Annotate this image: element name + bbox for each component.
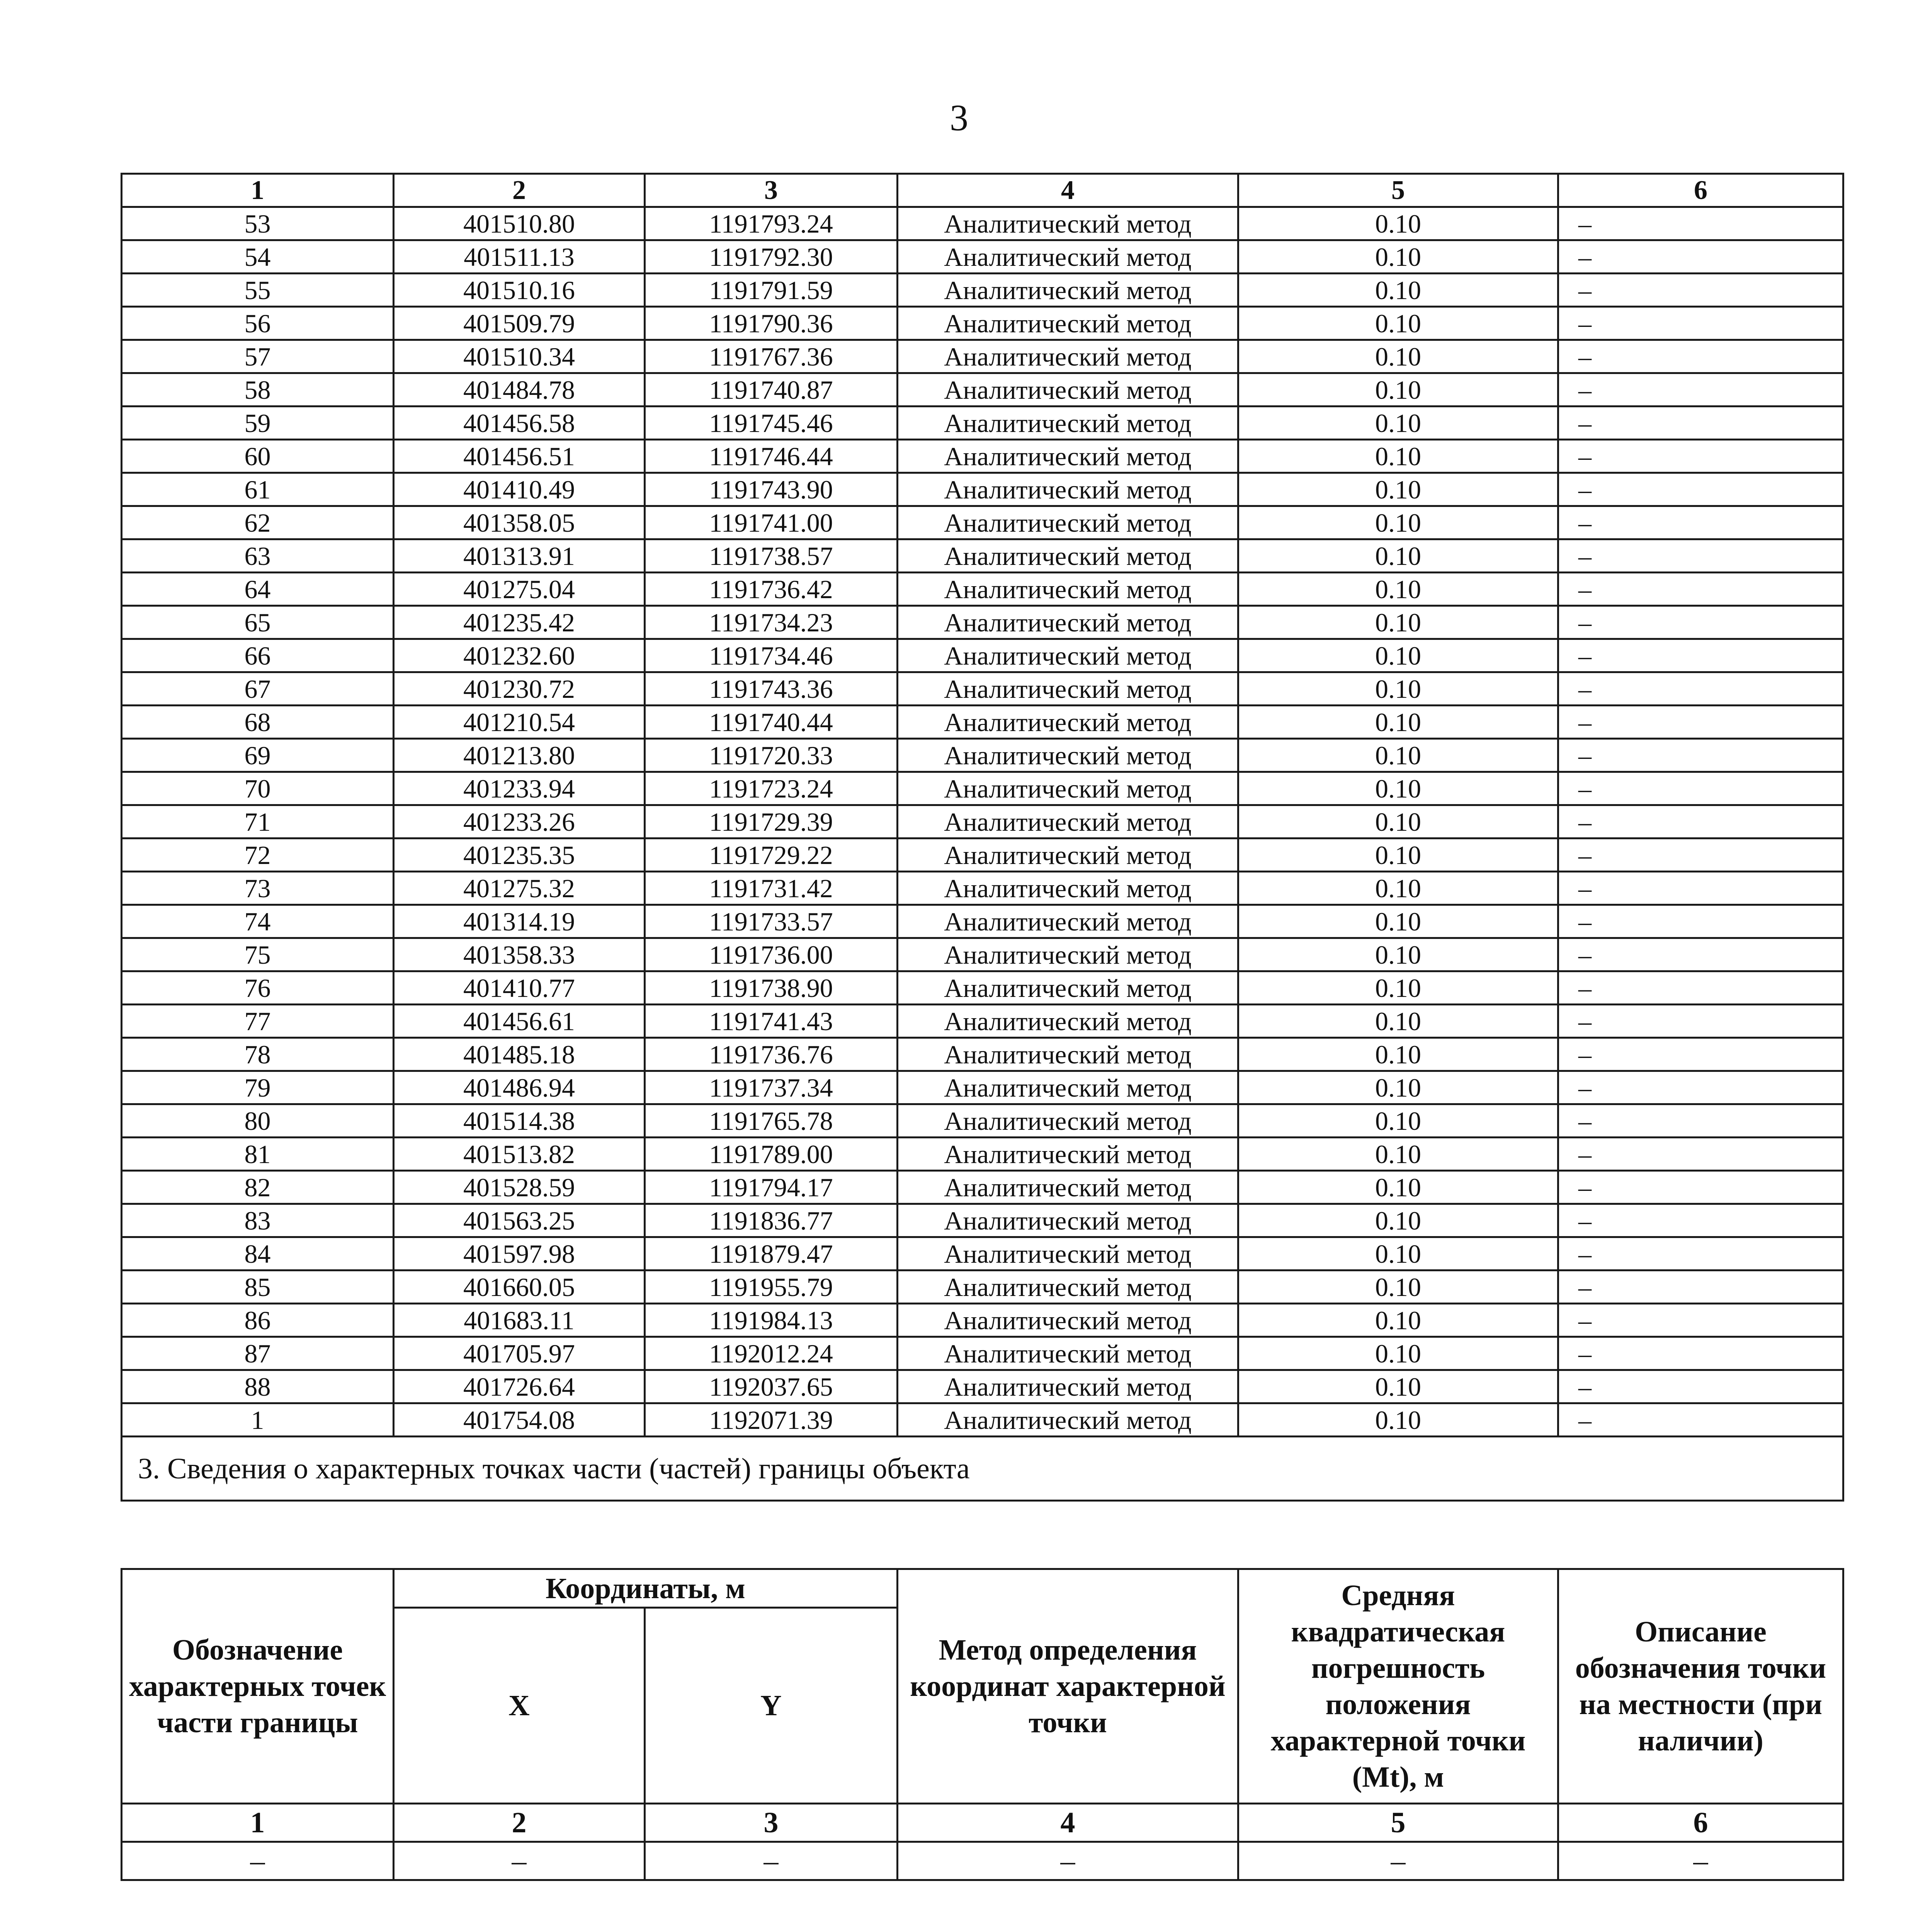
coord-y: 1191733.57 (645, 905, 898, 938)
method: Аналитический метод (898, 838, 1238, 872)
coord-x: 401210.54 (394, 706, 645, 739)
mean-error: 0.10 (1238, 506, 1558, 539)
point-number: 78 (122, 1038, 394, 1071)
mean-error: 0.10 (1238, 1038, 1558, 1071)
coord-y: 1191731.42 (645, 872, 898, 905)
header-description: Описание обозначения точки на местности (при наличии) (1558, 1569, 1843, 1804)
empty-cell: – (1558, 1842, 1843, 1880)
table-row (122, 373, 1843, 406)
column-number: 5 (1238, 1804, 1558, 1842)
table-row (122, 1270, 1843, 1304)
coord-y: 1191746.44 (645, 440, 898, 473)
method: Аналитический метод (898, 739, 1238, 772)
mean-error: 0.10 (1238, 1337, 1558, 1370)
point-number: 67 (122, 672, 394, 706)
method: Аналитический метод (898, 772, 1238, 805)
coord-x: 401456.58 (394, 406, 645, 440)
method: Аналитический метод (898, 274, 1238, 307)
mean-error: 0.10 (1238, 739, 1558, 772)
coord-x: 401358.05 (394, 506, 645, 539)
mean-error: 0.10 (1238, 440, 1558, 473)
point-number: 84 (122, 1237, 394, 1270)
table-row (122, 971, 1843, 1005)
coord-y: 1191791.59 (645, 274, 898, 307)
method: Аналитический метод (898, 1138, 1238, 1171)
coord-x: 401235.35 (394, 838, 645, 872)
point-description: – (1558, 1071, 1843, 1104)
table-row (122, 539, 1843, 573)
point-number: 62 (122, 506, 394, 539)
table-row (122, 1005, 1843, 1038)
header-point-designation: Обозначение характерных точек части границы (122, 1569, 394, 1804)
method: Аналитический метод (898, 672, 1238, 706)
header-error: Средняя квадратическая погрешность положения характерной точки (Mt), м (1238, 1569, 1558, 1804)
section-3-title: 3. Сведения о характерных точках части (частей) границы объекта (122, 1437, 1843, 1501)
method: Аналитический метод (898, 1171, 1238, 1204)
point-number: 72 (122, 838, 394, 872)
table-row (122, 838, 1843, 872)
point-number: 71 (122, 805, 394, 838)
point-number: 59 (122, 406, 394, 440)
method: Аналитический метод (898, 706, 1238, 739)
point-description: – (1558, 938, 1843, 971)
method: Аналитический метод (898, 938, 1238, 971)
mean-error: 0.10 (1238, 905, 1558, 938)
mean-error: 0.10 (1238, 1403, 1558, 1437)
point-description: – (1558, 1304, 1843, 1337)
point-number: 65 (122, 606, 394, 639)
mean-error: 0.10 (1238, 473, 1558, 506)
method: Аналитический метод (898, 639, 1238, 672)
mean-error: 0.10 (1238, 872, 1558, 905)
method: Аналитический метод (898, 340, 1238, 373)
coord-y: 1191765.78 (645, 1104, 898, 1138)
point-description: – (1558, 440, 1843, 473)
coord-y: 1192071.39 (645, 1403, 898, 1437)
point-description: – (1558, 971, 1843, 1005)
coord-x: 401510.34 (394, 340, 645, 373)
mean-error: 0.10 (1238, 240, 1558, 274)
method: Аналитический метод (898, 539, 1238, 573)
point-number: 87 (122, 1337, 394, 1370)
point-number: 61 (122, 473, 394, 506)
method: Аналитический метод (898, 1270, 1238, 1304)
header-row (122, 1569, 1843, 1608)
coord-x: 401232.60 (394, 639, 645, 672)
point-description: – (1558, 606, 1843, 639)
point-description: – (1558, 905, 1843, 938)
coord-x: 401510.80 (394, 207, 645, 240)
coord-x: 401528.59 (394, 1171, 645, 1204)
method: Аналитический метод (898, 373, 1238, 406)
table-row (122, 274, 1843, 307)
table-row (122, 207, 1843, 240)
coord-x: 401514.38 (394, 1104, 645, 1138)
method: Аналитический метод (898, 606, 1238, 639)
method: Аналитический метод (898, 473, 1238, 506)
method: Аналитический метод (898, 240, 1238, 274)
table-row (122, 307, 1843, 340)
coord-x: 401456.51 (394, 440, 645, 473)
coord-y: 1191792.30 (645, 240, 898, 274)
point-number: 53 (122, 207, 394, 240)
mean-error: 0.10 (1238, 1304, 1558, 1337)
coord-x: 401754.08 (394, 1403, 645, 1437)
point-number: 80 (122, 1104, 394, 1138)
mean-error: 0.10 (1238, 1104, 1558, 1138)
table-row (122, 1204, 1843, 1237)
method: Аналитический метод (898, 1403, 1238, 1437)
mean-error: 0.10 (1238, 838, 1558, 872)
point-description: – (1558, 838, 1843, 872)
point-number: 63 (122, 539, 394, 573)
table-row (122, 1304, 1843, 1337)
method: Аналитический метод (898, 1104, 1238, 1138)
coord-x: 401513.82 (394, 1138, 645, 1171)
coord-y: 1191741.00 (645, 506, 898, 539)
table-row (122, 706, 1843, 739)
mean-error: 0.10 (1238, 1071, 1558, 1104)
method: Аналитический метод (898, 905, 1238, 938)
point-number: 76 (122, 971, 394, 1005)
coord-x: 401660.05 (394, 1270, 645, 1304)
method: Аналитический метод (898, 573, 1238, 606)
page-number: 3 (950, 97, 968, 138)
point-number: 57 (122, 340, 394, 373)
mean-error: 0.10 (1238, 406, 1558, 440)
method: Аналитический метод (898, 406, 1238, 440)
point-number: 86 (122, 1304, 394, 1337)
column-number: 5 (1238, 174, 1558, 207)
point-description: – (1558, 672, 1843, 706)
point-description: – (1558, 706, 1843, 739)
method: Аналитический метод (898, 207, 1238, 240)
empty-cell: – (394, 1842, 645, 1880)
point-number: 64 (122, 573, 394, 606)
section-title-row (122, 1437, 1843, 1501)
point-number: 54 (122, 240, 394, 274)
point-description: – (1558, 739, 1843, 772)
coord-y: 1191720.33 (645, 739, 898, 772)
method: Аналитический метод (898, 971, 1238, 1005)
mean-error: 0.10 (1238, 1171, 1558, 1204)
coord-y: 1191734.23 (645, 606, 898, 639)
coord-y: 1191738.57 (645, 539, 898, 573)
coord-x: 401484.78 (394, 373, 645, 406)
coord-x: 401509.79 (394, 307, 645, 340)
table-row (122, 473, 1843, 506)
column-number: 4 (898, 1804, 1238, 1842)
column-number: 6 (1558, 174, 1843, 207)
table-row (122, 938, 1843, 971)
mean-error: 0.10 (1238, 274, 1558, 307)
point-number: 70 (122, 772, 394, 805)
point-description: – (1558, 539, 1843, 573)
mean-error: 0.10 (1238, 805, 1558, 838)
coord-x: 401235.42 (394, 606, 645, 639)
coord-y: 1191743.36 (645, 672, 898, 706)
coord-y: 1191738.90 (645, 971, 898, 1005)
coord-y: 1191740.44 (645, 706, 898, 739)
coord-x: 401358.33 (394, 938, 645, 971)
coord-y: 1191745.46 (645, 406, 898, 440)
method: Аналитический метод (898, 1071, 1238, 1104)
point-description: – (1558, 373, 1843, 406)
coord-x: 401486.94 (394, 1071, 645, 1104)
point-number: 82 (122, 1171, 394, 1204)
table-row (122, 1370, 1843, 1403)
mean-error: 0.10 (1238, 307, 1558, 340)
table-row (122, 440, 1843, 473)
table-row (122, 772, 1843, 805)
coord-y: 1191879.47 (645, 1237, 898, 1270)
coord-x: 401511.13 (394, 240, 645, 274)
coord-x: 401563.25 (394, 1204, 645, 1237)
coord-y: 1191729.39 (645, 805, 898, 838)
characteristic-points-table (121, 173, 1844, 1502)
method: Аналитический метод (898, 307, 1238, 340)
coord-y: 1191736.00 (645, 938, 898, 971)
method: Аналитический метод (898, 1337, 1238, 1370)
point-number: 73 (122, 872, 394, 905)
point-description: – (1558, 307, 1843, 340)
coord-x: 401510.16 (394, 274, 645, 307)
coord-x: 401683.11 (394, 1304, 645, 1337)
point-number: 1 (122, 1403, 394, 1437)
table-row (122, 1171, 1843, 1204)
coord-y: 1191736.42 (645, 573, 898, 606)
method: Аналитический метод (898, 1005, 1238, 1038)
column-number: 1 (122, 1804, 394, 1842)
table-row (122, 1038, 1843, 1071)
method: Аналитический метод (898, 1204, 1238, 1237)
table-row (122, 1104, 1843, 1138)
header-y: Y (645, 1608, 898, 1804)
mean-error: 0.10 (1238, 573, 1558, 606)
point-description: – (1558, 1370, 1843, 1403)
point-number: 74 (122, 905, 394, 938)
point-number: 69 (122, 739, 394, 772)
point-description: – (1558, 573, 1843, 606)
point-description: – (1558, 1138, 1843, 1171)
point-number: 83 (122, 1204, 394, 1237)
table-row (122, 573, 1843, 606)
method: Аналитический метод (898, 506, 1238, 539)
table-row (122, 240, 1843, 274)
column-number: 2 (394, 174, 645, 207)
table-row (122, 1071, 1843, 1104)
header-method: Метод определения координат характерной точки (898, 1569, 1238, 1804)
mean-error: 0.10 (1238, 672, 1558, 706)
column-number-row (122, 1804, 1843, 1842)
point-description: – (1558, 473, 1843, 506)
coord-y: 1191984.13 (645, 1304, 898, 1337)
coord-y: 1191743.90 (645, 473, 898, 506)
coord-y: 1191789.00 (645, 1138, 898, 1171)
mean-error: 0.10 (1238, 1270, 1558, 1304)
coord-x: 401233.94 (394, 772, 645, 805)
coord-x: 401275.32 (394, 872, 645, 905)
mean-error: 0.10 (1238, 207, 1558, 240)
point-description: – (1558, 1270, 1843, 1304)
point-number: 85 (122, 1270, 394, 1304)
point-description: – (1558, 240, 1843, 274)
table-row (122, 1138, 1843, 1171)
point-number: 55 (122, 274, 394, 307)
coord-y: 1191767.36 (645, 340, 898, 373)
mean-error: 0.10 (1238, 938, 1558, 971)
mean-error: 0.10 (1238, 1237, 1558, 1270)
method: Аналитический метод (898, 805, 1238, 838)
coord-y: 1191737.34 (645, 1071, 898, 1104)
coord-y: 1191729.22 (645, 838, 898, 872)
coord-y: 1191793.24 (645, 207, 898, 240)
table-row (122, 606, 1843, 639)
coord-y: 1192012.24 (645, 1337, 898, 1370)
empty-cell: – (1238, 1842, 1558, 1880)
table-row (122, 506, 1843, 539)
point-number: 66 (122, 639, 394, 672)
coord-y: 1191723.24 (645, 772, 898, 805)
table-row (122, 406, 1843, 440)
coord-x: 401314.19 (394, 905, 645, 938)
table-row (122, 805, 1843, 838)
table-row (122, 672, 1843, 706)
coord-x: 401230.72 (394, 672, 645, 706)
table-row (122, 340, 1843, 373)
table-row (122, 1403, 1843, 1437)
point-number: 88 (122, 1370, 394, 1403)
column-number: 3 (645, 1804, 898, 1842)
mean-error: 0.10 (1238, 971, 1558, 1005)
coord-x: 401410.49 (394, 473, 645, 506)
point-description: – (1558, 1171, 1843, 1204)
coord-y: 1191955.79 (645, 1270, 898, 1304)
point-description: – (1558, 1237, 1843, 1270)
table-row (122, 739, 1843, 772)
mean-error: 0.10 (1238, 1370, 1558, 1403)
point-description: – (1558, 1337, 1843, 1370)
point-number: 60 (122, 440, 394, 473)
point-description: – (1558, 772, 1843, 805)
mean-error: 0.10 (1238, 539, 1558, 573)
column-number-row (122, 174, 1843, 207)
mean-error: 0.10 (1238, 606, 1558, 639)
mean-error: 0.10 (1238, 706, 1558, 739)
mean-error: 0.10 (1238, 639, 1558, 672)
table-row (122, 872, 1843, 905)
column-number: 4 (898, 174, 1238, 207)
coord-x: 401597.98 (394, 1237, 645, 1270)
point-description: – (1558, 1005, 1843, 1038)
point-number: 56 (122, 307, 394, 340)
method: Аналитический метод (898, 1304, 1238, 1337)
column-number: 6 (1558, 1804, 1843, 1842)
mean-error: 0.10 (1238, 1204, 1558, 1237)
method: Аналитический метод (898, 1237, 1238, 1270)
point-description: – (1558, 639, 1843, 672)
header-x: X (394, 1608, 645, 1804)
coord-x: 401726.64 (394, 1370, 645, 1403)
point-description: – (1558, 506, 1843, 539)
method: Аналитический метод (898, 872, 1238, 905)
coord-y: 1191794.17 (645, 1171, 898, 1204)
method: Аналитический метод (898, 1038, 1238, 1071)
empty-cell: – (122, 1842, 394, 1880)
mean-error: 0.10 (1238, 373, 1558, 406)
coord-y: 1191736.76 (645, 1038, 898, 1071)
point-description: – (1558, 1038, 1843, 1071)
coord-x: 401233.26 (394, 805, 645, 838)
coord-x: 401485.18 (394, 1038, 645, 1071)
point-number: 79 (122, 1071, 394, 1104)
point-description: – (1558, 406, 1843, 440)
coord-y: 1191734.46 (645, 639, 898, 672)
point-description: – (1558, 274, 1843, 307)
point-number: 81 (122, 1138, 394, 1171)
point-description: – (1558, 1104, 1843, 1138)
empty-cell: – (898, 1842, 1238, 1880)
point-description: – (1558, 872, 1843, 905)
point-number: 68 (122, 706, 394, 739)
empty-row (122, 1842, 1843, 1880)
table-row (122, 1237, 1843, 1270)
column-number: 1 (122, 174, 394, 207)
point-number: 75 (122, 938, 394, 971)
part-boundary-points-table (121, 1568, 1844, 1881)
column-number: 2 (394, 1804, 645, 1842)
mean-error: 0.10 (1238, 1005, 1558, 1038)
method: Аналитический метод (898, 440, 1238, 473)
mean-error: 0.10 (1238, 340, 1558, 373)
point-number: 58 (122, 373, 394, 406)
table-row (122, 639, 1843, 672)
coord-y: 1191740.87 (645, 373, 898, 406)
coord-y: 1191836.77 (645, 1204, 898, 1237)
coord-x: 401275.04 (394, 573, 645, 606)
point-description: – (1558, 1403, 1843, 1437)
mean-error: 0.10 (1238, 772, 1558, 805)
point-description: – (1558, 805, 1843, 838)
header-coordinates: Координаты, м (394, 1569, 898, 1608)
point-number: 77 (122, 1005, 394, 1038)
table-row (122, 905, 1843, 938)
coord-y: 1192037.65 (645, 1370, 898, 1403)
empty-cell: – (645, 1842, 898, 1880)
coord-x: 401456.61 (394, 1005, 645, 1038)
method: Аналитический метод (898, 1370, 1238, 1403)
table-row (122, 1337, 1843, 1370)
coord-x: 401705.97 (394, 1337, 645, 1370)
coord-x: 401313.91 (394, 539, 645, 573)
mean-error: 0.10 (1238, 1138, 1558, 1171)
coord-x: 401213.80 (394, 739, 645, 772)
coord-y: 1191741.43 (645, 1005, 898, 1038)
point-description: – (1558, 207, 1843, 240)
coord-y: 1191790.36 (645, 307, 898, 340)
coord-x: 401410.77 (394, 971, 645, 1005)
column-number: 3 (645, 174, 898, 207)
point-description: – (1558, 340, 1843, 373)
point-description: – (1558, 1204, 1843, 1237)
